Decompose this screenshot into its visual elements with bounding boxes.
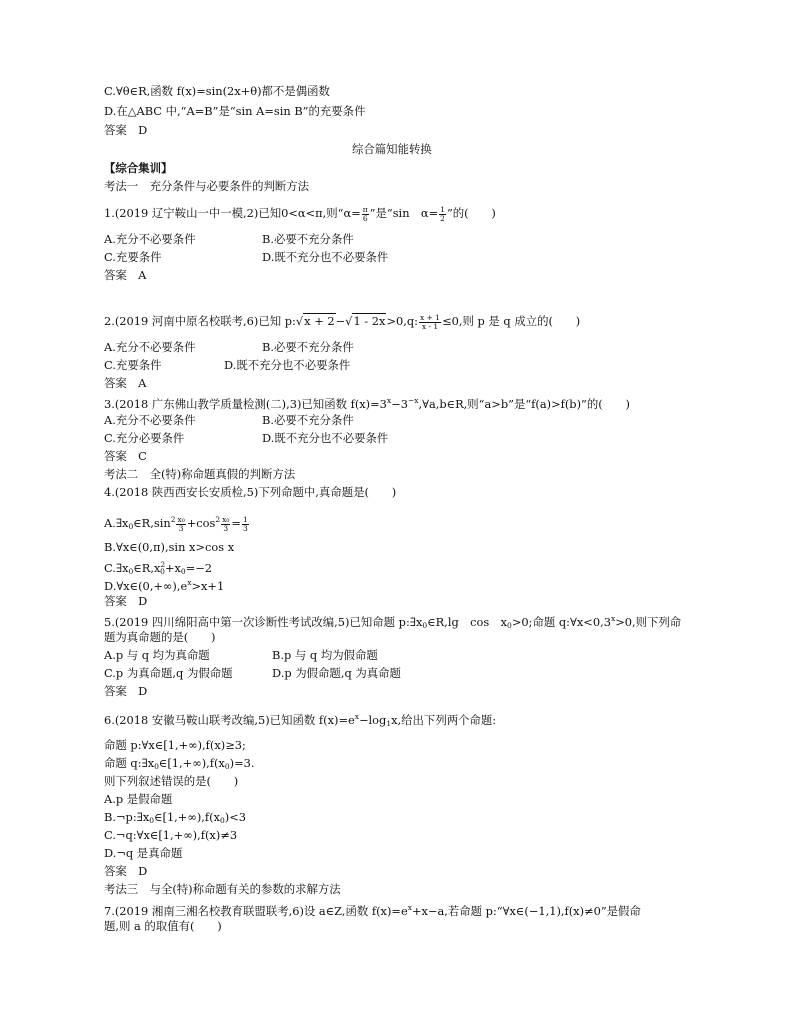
question-5: 5.(2019 四川绵阳高中第一次诊断性考试改编,5)已知命题 $p:\exists x_0\in R,\lg$ cos $x_0>0$;命题 $q:\forall x<0,3^x>0$,则下列命 [104, 614, 682, 630]
q5-answer: 答案 D [104, 684, 148, 698]
q3-answer: 答案 C [104, 449, 147, 463]
q1-option-d: D.既不充分也不必要条件 [262, 250, 389, 264]
question-3: 3.(2018 广东佛山教学质量检测(二),3)已知函数 $f(x)=3^x-3^{-x},\forall a,b\in R$,则“a>b”是“f(a)>f(b)”的( ) [104, 396, 630, 411]
fraction: $\frac{1}{2}$ [440, 204, 445, 223]
q6-option-c: C.¬q:∀x∈[1,+∞),f(x)≠3 [104, 828, 238, 842]
q5-option-a: A.p 与 q 均为真命题 [104, 648, 210, 662]
q6-option-d: D.¬q 是真命题 [104, 846, 183, 860]
q2-option-a: A.充分不必要条件 [104, 340, 196, 354]
q2-option-d: D.既不充分也不必要条件 [224, 358, 351, 372]
q6-ask: 则下列叙述错误的是( ) [104, 774, 239, 788]
q1-answer: 答案 A [104, 268, 147, 282]
section-title: 综合篇知能转换 [352, 142, 432, 156]
q6-proposition-q: 命题 $q:\exists x_0\in[1,+\infty),f(x_0)=3$. [104, 756, 255, 771]
answer-line: 答案 D [104, 123, 148, 137]
q3-option-a: A.充分不必要条件 [104, 413, 196, 427]
q4-option-a: $A.\exists x_0\in R,\sin^2$ $\frac{\text{x₀}}{3}$ $+\cos^2$ $\frac{\text{x₀}}{3}$ = $\frac{1}{3}$ [104, 514, 248, 533]
question-6: 6.(2018 安徽马鞍山联考改编,5)已知函数 $f(x)=e^x-\log_1x$,给出下列两个命题: [104, 712, 497, 728]
q5-option-d: D.p 为假命题,q 为真命题 [272, 666, 401, 680]
fraction: $\frac{1}{3}$ [242, 514, 248, 533]
heading-comprehensive: 【综合集训】 [104, 161, 173, 175]
q4-option-d: $D.\forall x\in(0,+\infty),e^x>x+1$ [104, 578, 225, 593]
question-4: 4.(2018 陕西西安长安质检,5)下列命题中,真命题是( ) [104, 485, 397, 499]
q4-option-c: $C.\exists x_0\in R,x^2_0+x_0=-2$ [104, 560, 213, 576]
fraction: $\frac{\pi}{6}$ [362, 204, 368, 223]
q1-option-c: C.充要条件 [104, 250, 162, 264]
q5-option-c: C.p 为真命题,q 为假命题 [104, 666, 233, 680]
line-option-d: D.在△ABC 中,“A=B”是“sin A=sin B”的充要条件 [104, 104, 366, 118]
heading-method-1: 考法一 充分条件与必要条件的判断方法 [104, 179, 310, 193]
q6-option-b: $B.\neg p:\exists x_0\in[1,+\infty),f(x_0)<3$ [104, 810, 247, 825]
q6-proposition-p: 命题 p:∀x∈[1,+∞),f(x)≥3; [104, 738, 246, 752]
question-7-cont: 题,则 a 的取值有( ) [104, 919, 222, 933]
question-2: 2.(2019 河南中原名校联考,6)已知 p:√x + 2−√1 - 2x>0,q: $\frac{x + 1}{x - 1}$ ≤0,则 p 是 q 成立的( ) [104, 312, 581, 331]
fraction: $\frac{x + 1}{x - 1}$ [420, 312, 441, 331]
q5-option-b: B.p 与 q 均为假命题 [272, 648, 378, 662]
q3-option-c: C.充分必要条件 [104, 431, 185, 445]
q6-answer: 答案 D [104, 864, 148, 878]
q3-option-d: D.既不充分也不必要条件 [262, 431, 389, 445]
q2-answer: 答案 A [104, 376, 147, 390]
line-option-c: C.∀θ∈R,函数 f(x)=sin(2x+θ)都不是偶函数 [104, 84, 330, 98]
heading-method-3: 考法三 与全(特)称命题有关的参数的求解方法 [104, 882, 341, 896]
q1-option-a: A.充分不必要条件 [104, 232, 196, 246]
q4-option-b: B.∀x∈(0,π),sin x>cos x [104, 540, 235, 554]
q3-option-b: B.必要不充分条件 [262, 413, 354, 427]
question-7: 7.(2019 湘南三湘名校教育联盟联考,6)设 a∈Z,函数 $f(x)=e^x+x-a$,若命题 p:“∀x∈(−1,1),f(x)≠0”是假命 [104, 903, 641, 918]
question-1: 1.(2019 辽宁鞍山一中一模,2)已知0<α<π,则“α= $\frac{\pi}{6}$ ”是“sin α= $\frac{1}{2}$ ”的( ) [104, 204, 496, 223]
q6-option-a: A.p 是假命题 [104, 792, 173, 806]
q4-answer: 答案 D [104, 594, 148, 608]
fraction: $\frac{\text{x₀}}{3}$ [222, 514, 230, 533]
heading-method-2: 考法二 全(特)称命题真假的判断方法 [104, 467, 296, 481]
q1-option-b: B.必要不充分条件 [262, 232, 354, 246]
q2-option-b: B.必要不充分条件 [262, 340, 354, 354]
question-5-cont: 题为真命题的是( ) [104, 630, 216, 644]
fraction: $\frac{\text{x₀}}{3}$ [177, 514, 185, 533]
q2-option-c: C.充要条件 [104, 358, 162, 372]
